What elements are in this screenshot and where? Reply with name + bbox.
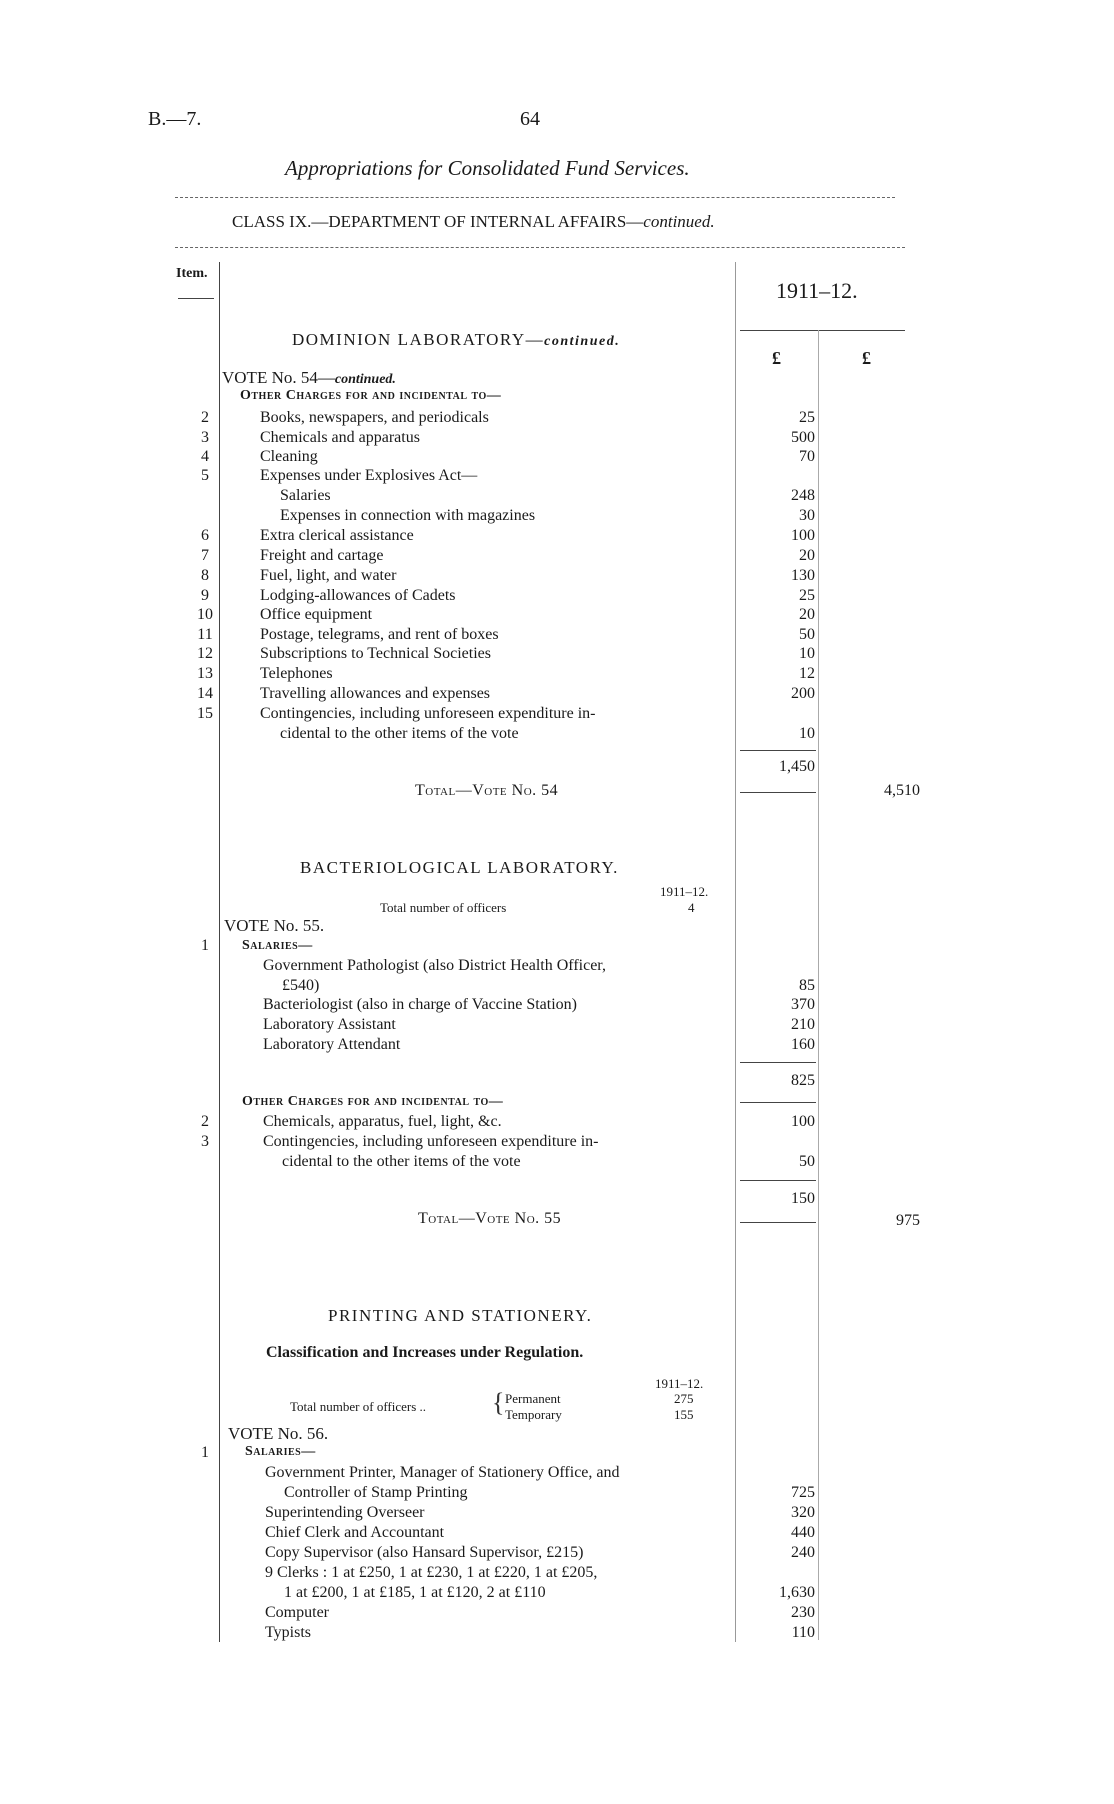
- year-header-rule: [740, 330, 905, 331]
- table-row: [0, 408, 1114, 428]
- row-label: Salaries: [280, 487, 331, 504]
- row-label: cidental to the other items of the vote: [282, 1153, 521, 1170]
- vote-56-heading: VOTE No. 56.: [228, 1424, 329, 1443]
- row-label: Fuel, light, and water: [260, 567, 397, 584]
- table-row: [0, 625, 1114, 645]
- bact-salaries-subtotal: 825: [791, 1072, 815, 1089]
- vote-54-heading: [222, 368, 396, 388]
- row-amount: 100: [791, 527, 815, 544]
- title-rule: [175, 197, 895, 198]
- row-label: £540): [282, 977, 320, 994]
- lab-total-rule: [740, 792, 816, 793]
- vote-54-total: 4,510: [884, 782, 920, 799]
- row-amount: 85: [799, 977, 815, 994]
- page-ref: B.—7.: [148, 108, 202, 130]
- page-title: Appropriations for Consolidated Fund Services.: [285, 156, 690, 180]
- row-label: Extra clerical assistance: [260, 527, 414, 544]
- row-label: Typists: [265, 1624, 311, 1641]
- item-number: 9: [201, 587, 209, 604]
- row-amount: 110: [791, 1624, 815, 1641]
- row-amount: 160: [791, 1036, 815, 1053]
- bact-officers-label: Total number of officers: [380, 900, 507, 915]
- row-label: Copy Supervisor (also Hansard Supervisor, £215): [265, 1544, 584, 1561]
- lab-section-title: [292, 330, 620, 350]
- item-number: 2: [201, 1113, 209, 1130]
- row-amount: 240: [791, 1544, 815, 1561]
- row-label: Computer: [265, 1604, 329, 1621]
- row-label: Chemicals and apparatus: [260, 429, 420, 446]
- row-amount: 10: [799, 725, 815, 742]
- table-row: [0, 605, 1114, 625]
- item-number: 3: [201, 1133, 209, 1150]
- row-label: Laboratory Attendant: [263, 1036, 401, 1053]
- bact-salary-item: 1: [201, 937, 209, 954]
- table-row: [0, 684, 1114, 704]
- bact-other-subtotal-rule: [740, 1180, 816, 1181]
- vote-55-heading: VOTE No. 55.: [224, 916, 325, 935]
- lab-section-title-cont: continued.: [544, 334, 621, 349]
- permanent-count: 275: [674, 1391, 694, 1406]
- row-amount: 10: [799, 645, 815, 662]
- item-number: 6: [201, 527, 209, 544]
- row-label: Books, newspapers, and periodicals: [260, 409, 489, 426]
- item-number: 10: [197, 606, 213, 623]
- table-row: [0, 956, 1114, 976]
- table-row: [0, 644, 1114, 664]
- row-label: Chemicals, apparatus, fuel, light, &c.: [263, 1113, 502, 1130]
- row-label: 9 Clerks : 1 at £250, 1 at £230, 1 at £220, 1 at £205,: [265, 1564, 598, 1581]
- item-column-header: Item.: [176, 266, 208, 281]
- year-column-header: 1911–12.: [776, 278, 858, 303]
- bact-salaries-rule: [740, 1062, 816, 1063]
- row-amount: 20: [799, 606, 815, 623]
- table-row: [0, 428, 1114, 448]
- table-row: [0, 586, 1114, 606]
- row-label: Controller of Stamp Printing: [284, 1484, 468, 1501]
- item-number: 8: [201, 567, 209, 584]
- row-amount: 725: [791, 1484, 815, 1501]
- table-row: [0, 566, 1114, 586]
- table-row: [0, 1015, 1114, 1035]
- table-row: [0, 1035, 1114, 1055]
- row-label: Superintending Overseer: [265, 1504, 425, 1521]
- vote-54-cont: continued.: [334, 372, 396, 387]
- item-number: 3: [201, 429, 209, 446]
- vote-55-total: 975: [896, 1212, 920, 1229]
- table-row: [0, 1483, 1114, 1503]
- table-row: [0, 1583, 1114, 1603]
- table-row: [0, 1503, 1114, 1523]
- bact-section-title: BACTERIOLOGICAL LABORATORY.: [300, 858, 619, 877]
- row-label: Freight and cartage: [260, 547, 384, 564]
- row-label: Expenses under Explosives Act—: [260, 467, 478, 484]
- row-amount: 70: [799, 448, 815, 465]
- vote-55-total-label: Total—Vote No. 55: [418, 1210, 562, 1227]
- row-label: Telephones: [260, 665, 333, 682]
- row-amount: 130: [791, 567, 815, 584]
- row-label: Travelling allowances and expenses: [260, 685, 491, 702]
- item-number: 11: [197, 626, 213, 643]
- class-heading-cont: continued.: [643, 212, 715, 231]
- row-label: Government Pathologist (also District Health Officer,: [263, 957, 606, 974]
- vote-54-main: VOTE No. 54—: [222, 368, 335, 387]
- table-row: [0, 526, 1114, 546]
- table-row: [0, 1132, 1114, 1152]
- printing-officers-label: Total number of officers ..: [290, 1399, 427, 1414]
- row-amount: 200: [791, 685, 815, 702]
- class-heading: [232, 212, 715, 232]
- lab-subtotal: 1,450: [779, 758, 815, 775]
- table-row: [0, 724, 1114, 744]
- row-amount: 230: [791, 1604, 815, 1621]
- table-row: [0, 1623, 1114, 1643]
- bact-other-subtotal: 150: [791, 1190, 815, 1207]
- row-label: 1 at £200, 1 at £185, 1 at £120, 2 at £110: [284, 1584, 546, 1601]
- table-row: [0, 1523, 1114, 1543]
- printing-officers-year: 1911–12.: [655, 1376, 704, 1391]
- row-amount: 320: [791, 1504, 815, 1521]
- row-amount: 1,630: [779, 1584, 815, 1601]
- printing-salaries-heading: Salaries—: [245, 1444, 316, 1459]
- row-label: Subscriptions to Technical Societies: [260, 645, 491, 662]
- page-number: 64: [520, 108, 540, 130]
- table-row: [0, 664, 1114, 684]
- table-row: [0, 506, 1114, 526]
- temporary-label: Temporary: [505, 1407, 562, 1422]
- bact-other-charges-heading: Other Charges for and incidental to—: [242, 1094, 504, 1109]
- table-row: [0, 447, 1114, 467]
- bact-salaries-heading: Salaries—: [242, 938, 313, 953]
- table-row: [0, 1543, 1114, 1563]
- row-amount: 12: [799, 665, 815, 682]
- lab-subtotal-rule: [740, 750, 816, 751]
- row-label: Lodging-allowances of Cadets: [260, 587, 456, 604]
- table-row: [0, 1152, 1114, 1172]
- row-label: Government Printer, Manager of Stationery Office, and: [265, 1464, 620, 1481]
- row-amount: 248: [791, 487, 815, 504]
- item-number: 5: [201, 467, 209, 484]
- item-number: 2: [201, 409, 209, 426]
- class-heading-main: CLASS IX.—DEPARTMENT OF INTERNAL AFFAIRS—: [232, 212, 644, 231]
- row-amount: 20: [799, 547, 815, 564]
- row-label: Office equipment: [260, 606, 373, 623]
- item-number: 13: [197, 665, 213, 682]
- row-amount: 440: [791, 1524, 815, 1541]
- item-header-rule: [178, 298, 214, 299]
- vote-54-total-label: Total—Vote No. 54: [415, 782, 559, 799]
- row-label: Expenses in connection with magazines: [280, 507, 536, 524]
- bact-officers-count: 4: [688, 900, 695, 915]
- printing-salary-item: 1: [201, 1444, 209, 1461]
- row-amount: 25: [799, 587, 815, 604]
- row-label: Chief Clerk and Accountant: [265, 1524, 445, 1541]
- row-amount: 30: [799, 507, 815, 524]
- table-row: [0, 704, 1114, 724]
- printing-section-title: PRINTING AND STATIONERY.: [328, 1306, 593, 1325]
- item-number: 15: [197, 705, 213, 722]
- table-row: [0, 1563, 1114, 1583]
- table-row: [0, 976, 1114, 996]
- pound-header-1: £: [772, 348, 781, 368]
- item-number: 12: [197, 645, 213, 662]
- officers-brace: {: [492, 1388, 505, 1417]
- table-row: [0, 1112, 1114, 1132]
- bact-total-rule: [740, 1222, 816, 1223]
- table-row: [0, 546, 1114, 566]
- row-label: Bacteriologist (also in charge of Vaccine Station): [263, 996, 577, 1013]
- row-label: Contingencies, including unforeseen expenditure in-: [263, 1133, 599, 1150]
- item-number: 4: [201, 448, 209, 465]
- row-label: cidental to the other items of the vote: [280, 725, 519, 742]
- row-label: Contingencies, including unforeseen expenditure in-: [260, 705, 596, 722]
- item-number: 14: [197, 685, 213, 702]
- permanent-label: Permanent: [505, 1391, 561, 1406]
- row-label: Laboratory Assistant: [263, 1016, 396, 1033]
- table-row: [0, 1603, 1114, 1623]
- table-row: [0, 1463, 1114, 1483]
- row-amount: 50: [799, 626, 815, 643]
- table-row: [0, 995, 1114, 1015]
- lab-section-title-main: DOMINION LABORATORY—: [292, 330, 545, 349]
- table-row: [0, 486, 1114, 506]
- class-rule: [175, 247, 905, 248]
- row-amount: 100: [791, 1113, 815, 1130]
- item-number: 7: [201, 547, 209, 564]
- row-label: Cleaning: [260, 448, 318, 465]
- printing-subtitle: Classification and Increases under Regulation.: [266, 1344, 584, 1361]
- row-amount: 210: [791, 1016, 815, 1033]
- temporary-count: 155: [674, 1407, 694, 1422]
- row-amount: 370: [791, 996, 815, 1013]
- lab-other-charges-heading: Other Charges for and incidental to—: [240, 388, 502, 403]
- pound-header-2: £: [862, 348, 871, 368]
- row-amount: 50: [799, 1153, 815, 1170]
- row-amount: 25: [799, 409, 815, 426]
- bact-officers-year: 1911–12.: [660, 884, 709, 899]
- row-amount: 500: [791, 429, 815, 446]
- table-row: [0, 466, 1114, 486]
- row-label: Postage, telegrams, and rent of boxes: [260, 626, 499, 643]
- bact-other-rule: [740, 1102, 816, 1103]
